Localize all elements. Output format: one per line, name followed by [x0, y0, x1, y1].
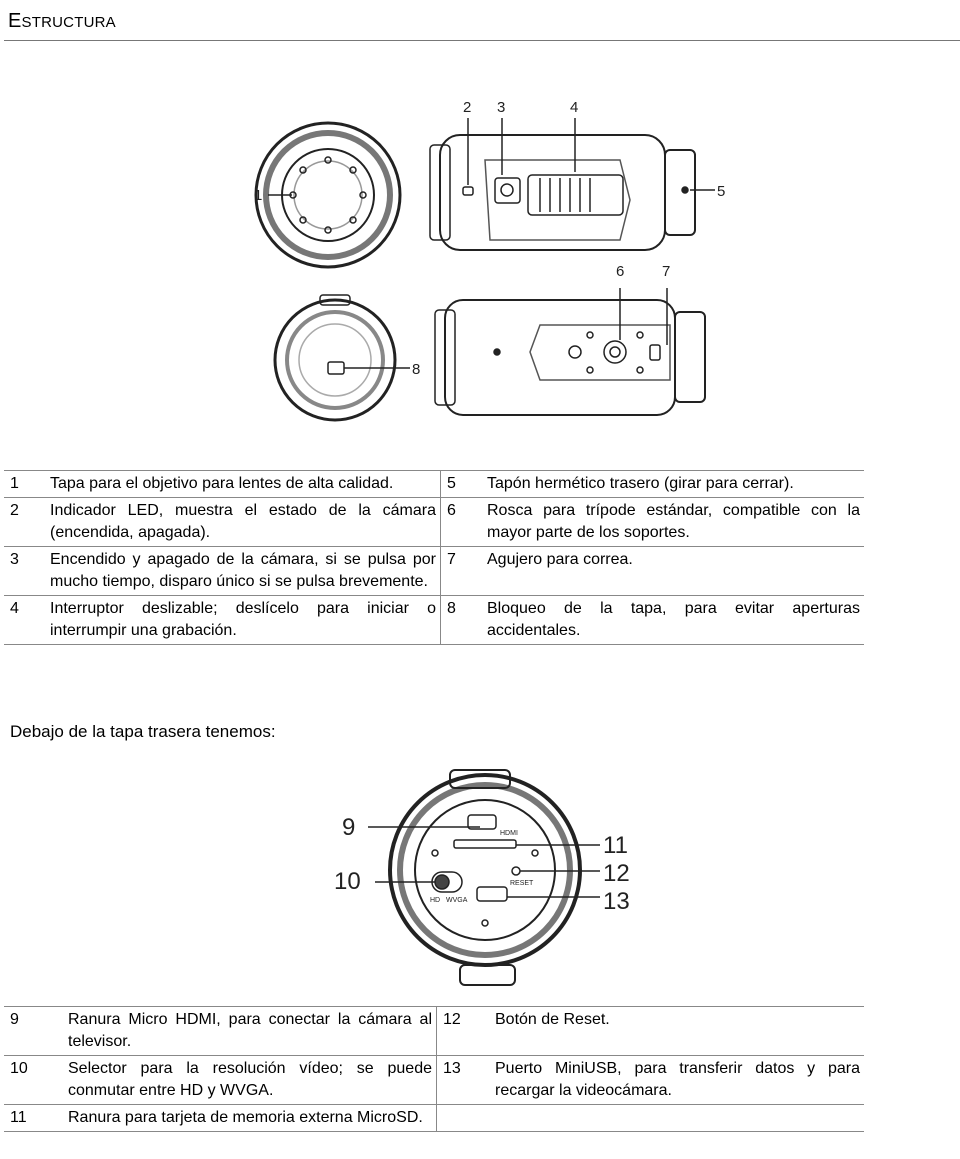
legend-text: Interruptor deslizable; deslícelo para iniciar o interrumpir una grabación.	[44, 596, 441, 645]
legend-text: Botón de Reset.	[495, 1011, 610, 1028]
callout-2: 2	[463, 99, 472, 116]
legend-text: Tapón hermético trasero (girar para cerrar).	[487, 475, 794, 492]
legend-num: 7	[447, 551, 456, 568]
callout-3: 3	[497, 99, 506, 116]
legend-num: 6	[447, 502, 456, 519]
legend-text: Bloqueo de la tapa, para evitar aperturas accidentales.	[487, 600, 860, 639]
header-rule	[4, 40, 960, 41]
rear-cap-interior-figure	[330, 765, 650, 990]
callout-11: 11	[603, 832, 628, 859]
legend-text	[489, 1105, 864, 1132]
legend-num: 4	[10, 600, 19, 617]
table-row	[4, 1056, 864, 1105]
legend-num: 3	[10, 551, 19, 568]
side-bottom-view	[435, 288, 705, 415]
table-row	[4, 498, 864, 547]
legend-num: 8	[447, 600, 456, 617]
callout-1: 1	[254, 187, 263, 204]
callout-7: 7	[662, 263, 671, 280]
legend-text: Agujero para correa.	[487, 551, 633, 568]
legend-text: Puerto MiniUSB, para transferir datos y para recargar la videocámara.	[495, 1060, 860, 1099]
legend-num: 13	[443, 1060, 461, 1077]
callout-8: 8	[412, 361, 421, 378]
callout-4: 4	[570, 99, 579, 116]
legend-num: 2	[10, 502, 19, 519]
table-row	[4, 596, 864, 645]
table-row	[4, 1007, 864, 1056]
title-rest: STRUCTURA	[21, 14, 116, 31]
callout-13: 13	[603, 888, 630, 915]
legend-text: Encendido y apagado de la cámara, si se pulsa por mucho tiempo, disparo único si se pulsa brevemente.	[44, 547, 441, 596]
page-title	[8, 10, 116, 33]
legend-text: Ranura Micro HDMI, para conectar la cámara al televisor.	[62, 1007, 437, 1056]
table-row	[4, 547, 864, 596]
camera-structure-figure	[240, 90, 740, 430]
legend-table-bottom	[4, 1006, 864, 1132]
legend-text: Ranura para tarjeta de memoria externa MicroSD.	[62, 1105, 437, 1132]
legend-text: Tapa para el objetivo para lentes de alta calidad.	[44, 471, 441, 498]
hd-label: HD	[430, 897, 441, 904]
table-row	[4, 471, 864, 498]
legend-text: Selector para la resolución vídeo; se puede conmutar entre HD y WVGA.	[62, 1056, 437, 1105]
reset-button	[512, 867, 520, 875]
table-row	[4, 1105, 864, 1132]
front-lens-view	[256, 123, 400, 267]
callout-12: 12	[603, 860, 630, 887]
miniusb-port	[477, 887, 507, 901]
microsd-slot	[454, 840, 516, 848]
callout-9: 9	[342, 814, 356, 841]
legend-text: Indicador LED, muestra el estado de la cámara (encendida, apagada).	[44, 498, 441, 547]
side-top-view	[430, 118, 715, 250]
legend-text: Rosca para trípode estándar, compatible con la mayor parte de los soportes.	[487, 502, 860, 541]
legend-num: 12	[443, 1011, 461, 1028]
callout-10: 10	[334, 868, 361, 895]
title-initial: E	[8, 10, 22, 32]
hdmi-label: HDMI	[500, 830, 518, 837]
legend-num: 10	[10, 1060, 28, 1077]
reset-label: RESET	[510, 880, 534, 887]
wvga-label: WVGA	[446, 897, 468, 904]
callout-5: 5	[717, 183, 726, 200]
legend-num: 9	[10, 1011, 19, 1028]
legend-num	[437, 1105, 490, 1132]
legend-num: 11	[10, 1109, 27, 1126]
rear-view	[275, 295, 410, 420]
callout-6: 6	[616, 263, 625, 280]
subheading: Debajo de la tapa trasera tenemos:	[10, 722, 276, 741]
legend-table-top	[4, 470, 864, 645]
legend-num: 5	[447, 475, 456, 492]
legend-num: 1	[10, 475, 19, 492]
